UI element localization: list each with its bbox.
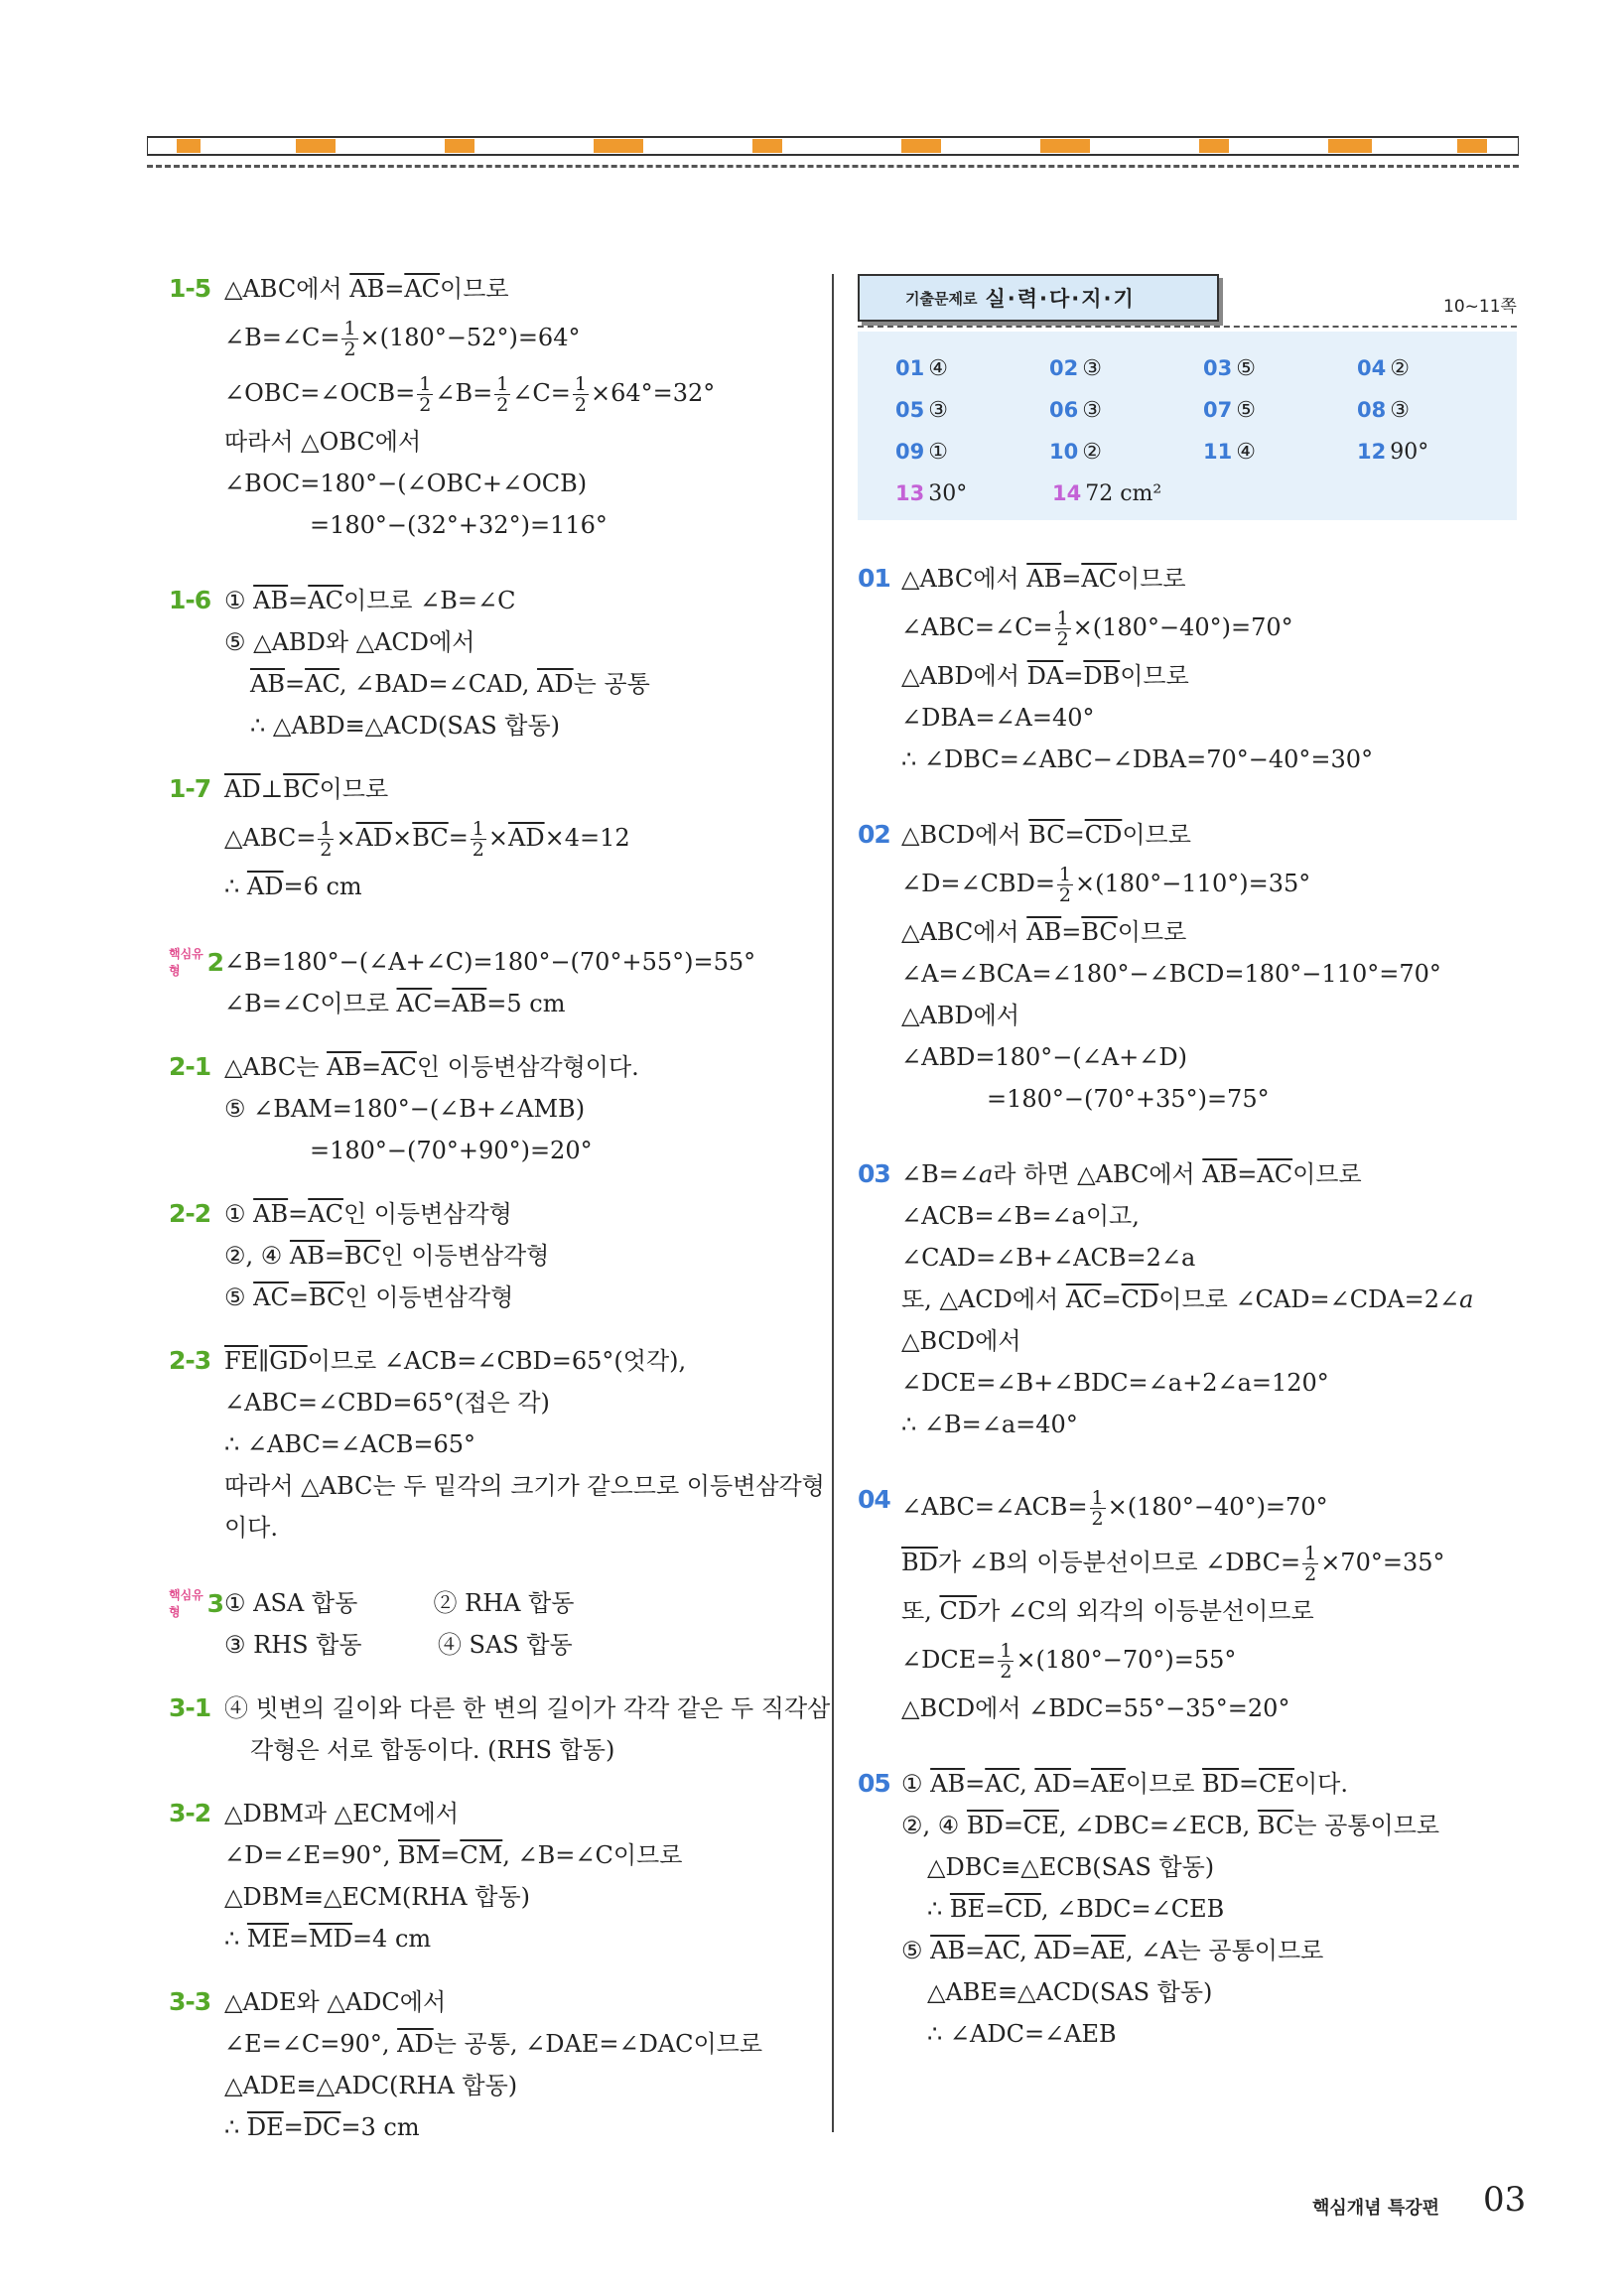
solution-line: ① $\overline{AB}=\overline{AC}$, $\overline{AD}=\overline{AE}$이므로 $\overline{BD}=\overline{CE}$이다. [901, 1770, 1348, 1798]
item-number: 04 [858, 1485, 890, 1514]
answer-cell: 10 ② [1049, 439, 1102, 465]
answer-cell: 08 ③ [1357, 397, 1410, 423]
solution-line: △ABD에서 $\overline{DA}=\overline{DB}$이므로 [901, 662, 1189, 690]
solution-line: ∠BOC=180°−(∠OBC+∠OCB) [224, 470, 588, 497]
item-number: 2-3 [169, 1346, 211, 1375]
solution-05 [858, 1763, 1513, 2055]
answer-cell: 11 ④ [1203, 439, 1256, 465]
solution-line: △ABC에서 $\overline{AB}=\overline{BC}$이므로 [901, 918, 1187, 946]
solution-line: ∴ ∠ABC=∠ACB=65° [224, 1430, 475, 1458]
page-number: 03 [1483, 2180, 1527, 2220]
solution-line: △DBC≡△ECB(SAS 합동) [927, 1853, 1215, 1881]
answer-cell: 01 ④ [895, 355, 948, 381]
solution-02 [858, 814, 1513, 1120]
core-type-label: 핵심유형 2 [169, 947, 224, 978]
solution-line: △ADE≡△ADC(RHA 합동) [224, 2072, 518, 2099]
solution-line: ⑤ $\overline{AC}=\overline{BC}$인 이등변삼각형 [224, 1283, 514, 1311]
answer-cell: 13 30° [895, 480, 968, 506]
answer-key-title: 기출문제로 실·력·다·지·기 [858, 274, 1219, 322]
solution-line: △ABC에서 $\overline{AB}=\overline{AC}$이므로 [901, 565, 1186, 593]
solution-line: ②, ④ $\overline{AB}=\overline{BC}$인 이등변삼각형 [224, 1242, 550, 1270]
solution-3-1 [169, 1688, 831, 1771]
solution-line: ① $\overline{AB}=\overline{AC}$이므로 ∠B=∠C [224, 587, 516, 614]
column-divider [832, 274, 834, 2132]
solution-01 [858, 558, 1513, 780]
solution-line: ∠CAD=∠B+∠ACB=2∠a [901, 1244, 1196, 1272]
answer-cell: 14 72 cm² [1052, 480, 1162, 506]
solution-line: 또, $\overline{CD}$가 ∠C의 외각의 이등분선이므로 [901, 1597, 1314, 1625]
left-column [169, 268, 831, 2148]
item-number: 03 [858, 1159, 890, 1188]
solution-line: ∴ $\overline{BE}=\overline{CD}$, ∠BDC=∠CEB [927, 1895, 1225, 1923]
solution-2-3 [169, 1340, 825, 1549]
solution-line: ⑤ $\overline{AB}=\overline{AC}$, $\overline{AD}=\overline{AE}$, ∠A는 공통이므로 [901, 1937, 1324, 1964]
solution-line: 또, △ACD에서 $\overline{AC}=\overline{CD}$이므로 ∠CAD=∠CDA=2∠a [901, 1285, 1474, 1313]
solution-2-1 [169, 1046, 814, 1171]
item-number: 2-1 [169, 1052, 211, 1081]
solution-line: ③ RHS 합동 ④ SAS 합동 [224, 1631, 573, 1659]
solution-line: ∴ $\overline{DE}=\overline{DC}=3$ cm [224, 2113, 420, 2141]
solution-line: ⑤ ∠BAM=180°−(∠B+∠AMB) [224, 1095, 586, 1123]
answer-grid [895, 347, 1511, 514]
item-number: 01 [858, 564, 890, 593]
solution-3-2 [169, 1793, 814, 1959]
answer-cell: 09 ① [895, 439, 948, 465]
solution-03 [858, 1153, 1513, 1445]
solution-line: 따라서 △ABC는 두 밑각의 크기가 같으므로 이등변삼각형 [224, 1472, 825, 1500]
core-type-label: 핵심유형 3 [169, 1588, 224, 1619]
answer-cell: 07 ⑤ [1203, 397, 1256, 423]
solution-line: △ABC= $\frac{1}{2}$ $\times\overline{AD}\times\overline{BC}=$ $\frac{1}{2}$ $\times\overline{AD}\times 4=12$ [224, 818, 630, 861]
solution-line: $\overline{BD}$가 ∠B의 이등분선이므로 ∠DBC= $\frac{1}{2}$ ×70°=35° [901, 1543, 1445, 1585]
solution-line: ⑤ △ABD와 △ACD에서 [224, 628, 475, 656]
answer-cell: 05 ③ [895, 397, 948, 423]
solution-line: △BCD에서 $\overline{BC}=\overline{CD}$이므로 [901, 821, 1191, 849]
solution-line: ∠DBA=∠A=40° [901, 704, 1095, 732]
solution-line: ∴ $\overline{ME}=\overline{MD}=4$ cm [224, 1925, 432, 1953]
solution-line: ① ASA 합동 ② RHA 합동 [224, 1589, 575, 1617]
solution-line: ∠ACB=∠B=∠a이고, [901, 1202, 1140, 1230]
solution-line: △ABE≡△ACD(SAS 합동) [927, 1978, 1213, 2006]
solution-line: △ABD에서 [901, 1002, 1020, 1029]
solution-3-3 [169, 1981, 814, 2148]
solution-line: 따라서 △OBC에서 [224, 428, 422, 456]
solution-line: ∠ABC=∠C= $\frac{1}{2}$ ×(180°−40°)=70° [901, 608, 1293, 650]
solution-line: △DBM≡△ECM(RHA 합동) [224, 1883, 530, 1911]
answer-cell: 12 90° [1357, 439, 1429, 465]
solution-line: ∴ $\overline{AD}=6$ cm [224, 873, 362, 900]
solution-line: ∠DCE= $\frac{1}{2}$ ×(180°−70°)=55° [901, 1640, 1237, 1683]
solution-1-7 [169, 768, 814, 907]
solution-line: =180°−(70°+35°)=75° [987, 1085, 1270, 1113]
item-number: 1-7 [169, 774, 211, 803]
item-number: 05 [858, 1769, 890, 1798]
header-decoration [147, 135, 1519, 157]
solution-line: ∠D=∠CBD= $\frac{1}{2}$ ×(180°−110°)=35° [901, 864, 1311, 906]
solution-04 [858, 1479, 1513, 1729]
solution-line: ① $\overline{AB}=\overline{AC}$인 이등변삼각형 [224, 1200, 512, 1228]
item-number: 02 [858, 820, 890, 849]
solution-line: ∠ABD=180°−(∠A+∠D) [901, 1043, 1187, 1071]
solution-line: ④ 빗변의 길이와 다른 한 변의 길이가 각각 같은 두 직각삼 [224, 1694, 831, 1722]
solution-line: ∠A=∠BCA=∠180°−∠BCD=180°−110°=70° [901, 960, 1441, 988]
answer-row [895, 431, 1511, 473]
solution-line: △ABC는 $\overline{AB}=\overline{AC}$인 이등변삼각형이다. [224, 1053, 639, 1081]
solution-line: ∴ ∠B=∠a=40° [901, 1411, 1078, 1438]
solution-line: ∠E=∠C=90°, $\overline{AD}$는 공통, ∠DAE=∠DAC이므로 [224, 2030, 763, 2058]
answer-row [895, 347, 1511, 389]
solution-line: ∴ ∠DBC=∠ABC−∠DBA=70°−40°=30° [901, 745, 1374, 773]
solution-1-5 [169, 268, 814, 546]
solution-line: ∠B=∠a라 하면 △ABC에서 $\overline{AB}=\overline{AC}$이므로 [901, 1160, 1362, 1188]
item-number: 1-6 [169, 586, 211, 614]
solution-line: ∠D=∠E=90°, $\overline{BM}=\overline{CM}$, ∠B=∠C이므로 [224, 1841, 683, 1869]
solution-line: ∴ △ABD≡△ACD(SAS 합동) [250, 712, 561, 740]
solution-line: △ABC에서 $\overline{AB}=\overline{AC}$이므로 [224, 275, 509, 303]
solution-line: 이다. [224, 1514, 278, 1542]
solution-line: =180°−(70°+90°)=20° [310, 1137, 593, 1164]
solution-2-2 [169, 1193, 814, 1318]
solution-1-6 [169, 580, 814, 746]
answer-row [895, 473, 1511, 514]
solution-line: $\overline{AB}=\overline{AC}$, ∠BAD=∠CAD, $\overline{AD}$는 공통 [250, 670, 650, 698]
answer-cell: 04 ② [1357, 355, 1410, 381]
answer-cell: 02 ③ [1049, 355, 1102, 381]
solution-line: 각형은 서로 합동이다. (RHS 합동) [250, 1736, 615, 1764]
item-number: 3-2 [169, 1799, 211, 1827]
solution-line: △DBM과 △ECM에서 [224, 1800, 460, 1827]
solution-line: ∠B=∠C= $\frac{1}{2}$ ×(180°−52°)=64° [224, 318, 581, 360]
right-column [858, 558, 1513, 2055]
item-number: 3-1 [169, 1693, 211, 1722]
answer-cell: 03 ⑤ [1203, 355, 1256, 381]
answer-row [895, 389, 1511, 431]
page-range: 10~11쪽 [1443, 297, 1517, 317]
solution-line: ∠DCE=∠B+∠BDC=∠a+2∠a=120° [901, 1369, 1329, 1397]
solution-line: ∠OBC=∠OCB= $\frac{1}{2}$ ∠B= $\frac{1}{2}$ ∠C= $\frac{1}{2}$ ×64°=32° [224, 373, 716, 416]
book-title: 핵심개념 특강편 [1312, 2198, 1439, 2219]
solution-line: △ADE와 △ADC에서 [224, 1988, 447, 2016]
item-number: 3-3 [169, 1987, 211, 2016]
answer-key-rule [858, 326, 1517, 328]
solution-line: △BCD에서 [901, 1327, 1021, 1355]
solution-line: $\overline{AD}\perp\overline{BC}$이므로 [224, 775, 389, 803]
core-type-2 [169, 941, 814, 1024]
solution-line: ∠ABC=∠ACB= $\frac{1}{2}$ ×(180°−40°)=70° [901, 1487, 1328, 1530]
solution-line: =180°−(32°+32°)=116° [310, 511, 608, 539]
item-number: 2-2 [169, 1199, 211, 1228]
solution-line: △BCD에서 ∠BDC=55°−35°=20° [901, 1694, 1290, 1722]
solution-line: ∴ ∠ADC=∠AEB [927, 2020, 1117, 2048]
answer-cell: 06 ③ [1049, 397, 1102, 423]
solution-line: $\overline{FE}\parallel\overline{GD}$이므로 ∠ACB=∠CBD=65°(엇각), [224, 1347, 687, 1375]
core-type-3 [169, 1582, 814, 1666]
header-dashed-rule [147, 165, 1519, 168]
solution-line: ∠B=180°−(∠A+∠C)=180°−(70°+55°)=55° [224, 948, 756, 976]
solution-line: ∠B=∠C이므로 $\overline{AC}=\overline{AB}=5$ cm [224, 990, 566, 1017]
solution-line: ∠ABC=∠CBD=65°(접은 각) [224, 1389, 550, 1417]
item-number: 1-5 [169, 274, 211, 303]
solution-line: ②, ④ $\overline{BD}=\overline{CE}$, ∠DBC=∠ECB, $\overline{BC}$는 공통이므로 [901, 1812, 1440, 1839]
